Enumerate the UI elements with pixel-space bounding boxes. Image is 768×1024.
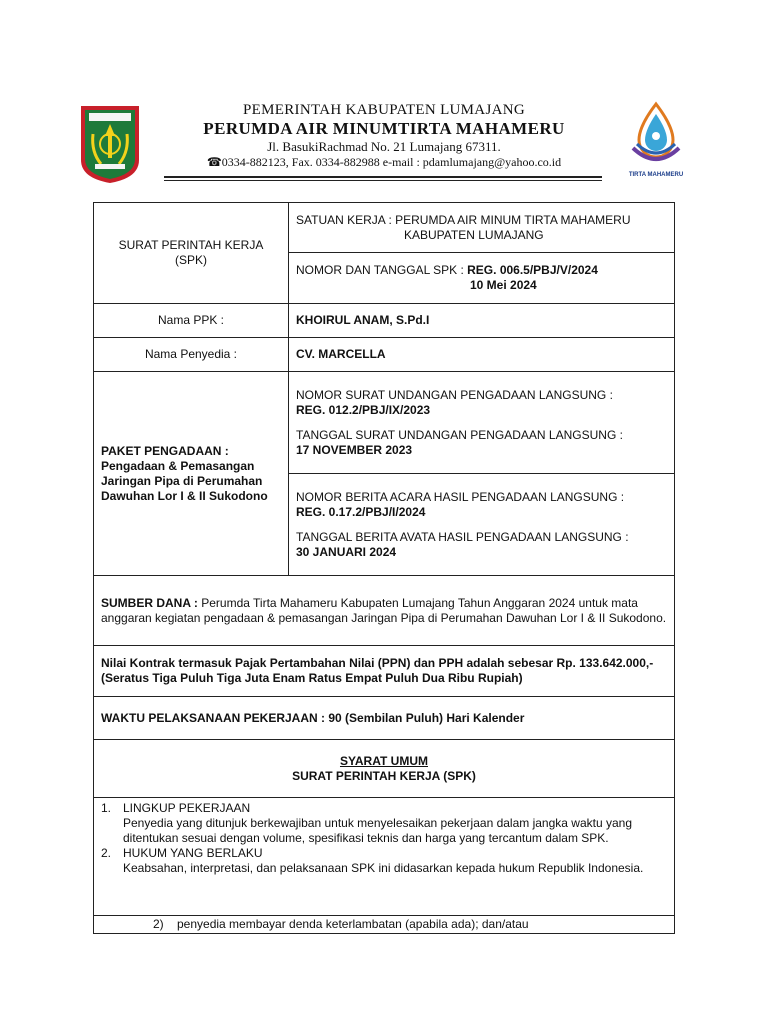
sumber-dana-value: Perumda Tirta Mahameru Kabupaten Lumajang Tahun Anggaran 2024 untuk mata anggaran kegiatan pengadaan & pemasangan Jaringan Pipa di Perumahan Dawuhan Lor I & II Sukodono. xyxy=(101,595,667,625)
table-row xyxy=(94,697,675,740)
table-row xyxy=(94,203,675,253)
penyedia-value: CV. MARCELLA xyxy=(289,338,675,372)
sumber-dana-label: SUMBER DANA : xyxy=(101,595,202,610)
berita-acara-cell xyxy=(289,474,675,576)
spk-table xyxy=(93,202,675,934)
item-body: Penyedia yang ditunjuk berkewajiban untuk menyelesaikan pekerjaan dalam jangka waktu yang ditentukan sesuai dengan volume, spesifikasi teknis dan harga yang tercantum dalam SPK. xyxy=(123,816,632,845)
syarat-umum-subtitle: SURAT PERINTAH KERJA (SPK) xyxy=(292,768,476,783)
item-title: LINGKUP PEKERJAAN xyxy=(123,801,251,815)
table-row xyxy=(94,372,675,474)
syarat-list-cell xyxy=(94,798,675,916)
paket-value: Pengadaan & Pemasangan Jaringan Pipa di Perumahan Dawuhan Lor I & II Sukodono xyxy=(101,458,268,503)
paket-label: PAKET PENGADAAN : xyxy=(101,443,229,458)
ba-tanggal-label: TANGGAL BERITA AVATA HASIL PENGADAAN LANGSUNG : xyxy=(296,529,629,544)
undangan-nomor-label: NOMOR SURAT UNDANGAN PENGADAAN LANGSUNG : xyxy=(296,387,613,402)
ba-nomor-value: REG. 0.17.2/PBJ/I/2024 xyxy=(296,504,426,519)
waktu-pelaksanaan: WAKTU PELAKSANAAN PEKERJAAN : 90 (Sembilan Puluh) Hari Kalender xyxy=(94,697,675,740)
nomor-spk-label: NOMOR DAN TANGGAL SPK : xyxy=(296,263,468,277)
sumber-dana-cell xyxy=(94,576,675,646)
tirta-mahameru-logo xyxy=(621,100,691,186)
item-title: HUKUM YANG BERLAKU xyxy=(123,846,263,860)
nilai-kontrak: Nilai Kontrak termasuk Pajak Pertambahan Nilai (PPN) dan PPH adalah sebesar Rp. 133.642.000,- (Seratus Tiga Puluh Tiga Juta Enam Ratus Empat Puluh Dua Ribu Rupiah) xyxy=(94,646,675,697)
table-row xyxy=(94,646,675,697)
ppk-label: Nama PPK : xyxy=(94,304,289,338)
satuan-kerja-line2: KABUPATEN LUMAJANG xyxy=(404,227,544,242)
tirta-mahameru-label: TIRTA MAHAMERU xyxy=(628,172,684,178)
undangan-tanggal-value: 17 NOVEMBER 2023 xyxy=(296,442,413,457)
table-row xyxy=(94,304,675,338)
tanggal-spk-value: 10 Mei 2024 xyxy=(470,278,537,292)
letterhead-address: Jl. BasukiRachmad No. 21 Lumajang 67311. xyxy=(267,139,501,154)
list-item: 1. LINGKUP PEKERJAAN Penyedia yang ditunjuk berkewajiban untuk menyelesaikan pekerjaan dalam jangka waktu yang ditentukan sesuai dengan volume, spesifikasi teknis dan harga yang tercantum dalam SPK. xyxy=(101,801,667,846)
letterhead-rule-thin xyxy=(164,180,602,181)
table-row xyxy=(94,338,675,372)
spk-title: SURAT PERINTAH KERJA xyxy=(118,238,264,252)
table-row xyxy=(94,916,675,934)
undangan-tanggal-label: TANGGAL SURAT UNDANGAN PENGADAAN LANGSUNG : xyxy=(296,427,623,442)
ba-tanggal-value: 30 JANUARI 2024 xyxy=(296,544,397,559)
spk-title-cell xyxy=(94,203,289,304)
lumajang-emblem-logo xyxy=(79,104,141,184)
item-body: Keabsahan, interpretasi, dan pelaksanaan SPK ini didasarkan kepada hukum Republik Indonesia. xyxy=(123,861,644,875)
letterhead-rule xyxy=(164,176,602,178)
spk-title-abbr: (SPK) xyxy=(174,253,207,267)
satuan-kerja-label: SATUAN KERJA : PERUMDA AIR MINUM TIRTA MAHAMERU xyxy=(296,212,631,227)
letterhead-government: PEMERINTAH KABUPATEN LUMAJANG xyxy=(243,102,525,118)
letterhead-contact: ☎0334-882123, Fax. 0334-882988 e-mail : pdamlumajang@yahoo.co.id xyxy=(206,155,562,169)
undangan-nomor-value: REG. 012.2/PBJ/IX/2023 xyxy=(296,402,431,417)
ppk-value: KHOIRUL ANAM, S.Pd.I xyxy=(289,304,675,338)
syarat-umum-cell xyxy=(94,740,675,798)
syarat-list xyxy=(101,801,667,876)
table-row xyxy=(94,798,675,916)
sub-item-cell xyxy=(94,916,675,934)
nomor-spk-cell xyxy=(289,253,675,304)
nomor-spk-value: REG. 006.5/PBJ/V/2024 xyxy=(467,263,598,277)
table-row xyxy=(94,740,675,798)
list-item: 2. HUKUM YANG BERLAKU Keabsahan, interpretasi, dan pelaksanaan SPK ini didasarkan kepada hukum Republik Indonesia. xyxy=(101,846,667,876)
satuan-kerja-cell xyxy=(289,203,675,253)
letterhead-company: PERUMDA AIR MINUMTIRTA MAHAMERU xyxy=(203,119,565,138)
water-drop-icon xyxy=(621,100,691,170)
penyedia-label: Nama Penyedia : xyxy=(94,338,289,372)
syarat-umum-title: SYARAT UMUM xyxy=(339,753,428,768)
table-row xyxy=(94,576,675,646)
letterhead xyxy=(76,98,696,190)
list-item: 2) penyedia membayar denda keterlambatan (apabila ada); dan/atau xyxy=(153,917,529,931)
undangan-cell xyxy=(289,372,675,474)
ba-nomor-label: NOMOR BERITA ACARA HASIL PENGADAAN LANGSUNG : xyxy=(296,489,625,504)
paket-cell xyxy=(94,372,289,576)
